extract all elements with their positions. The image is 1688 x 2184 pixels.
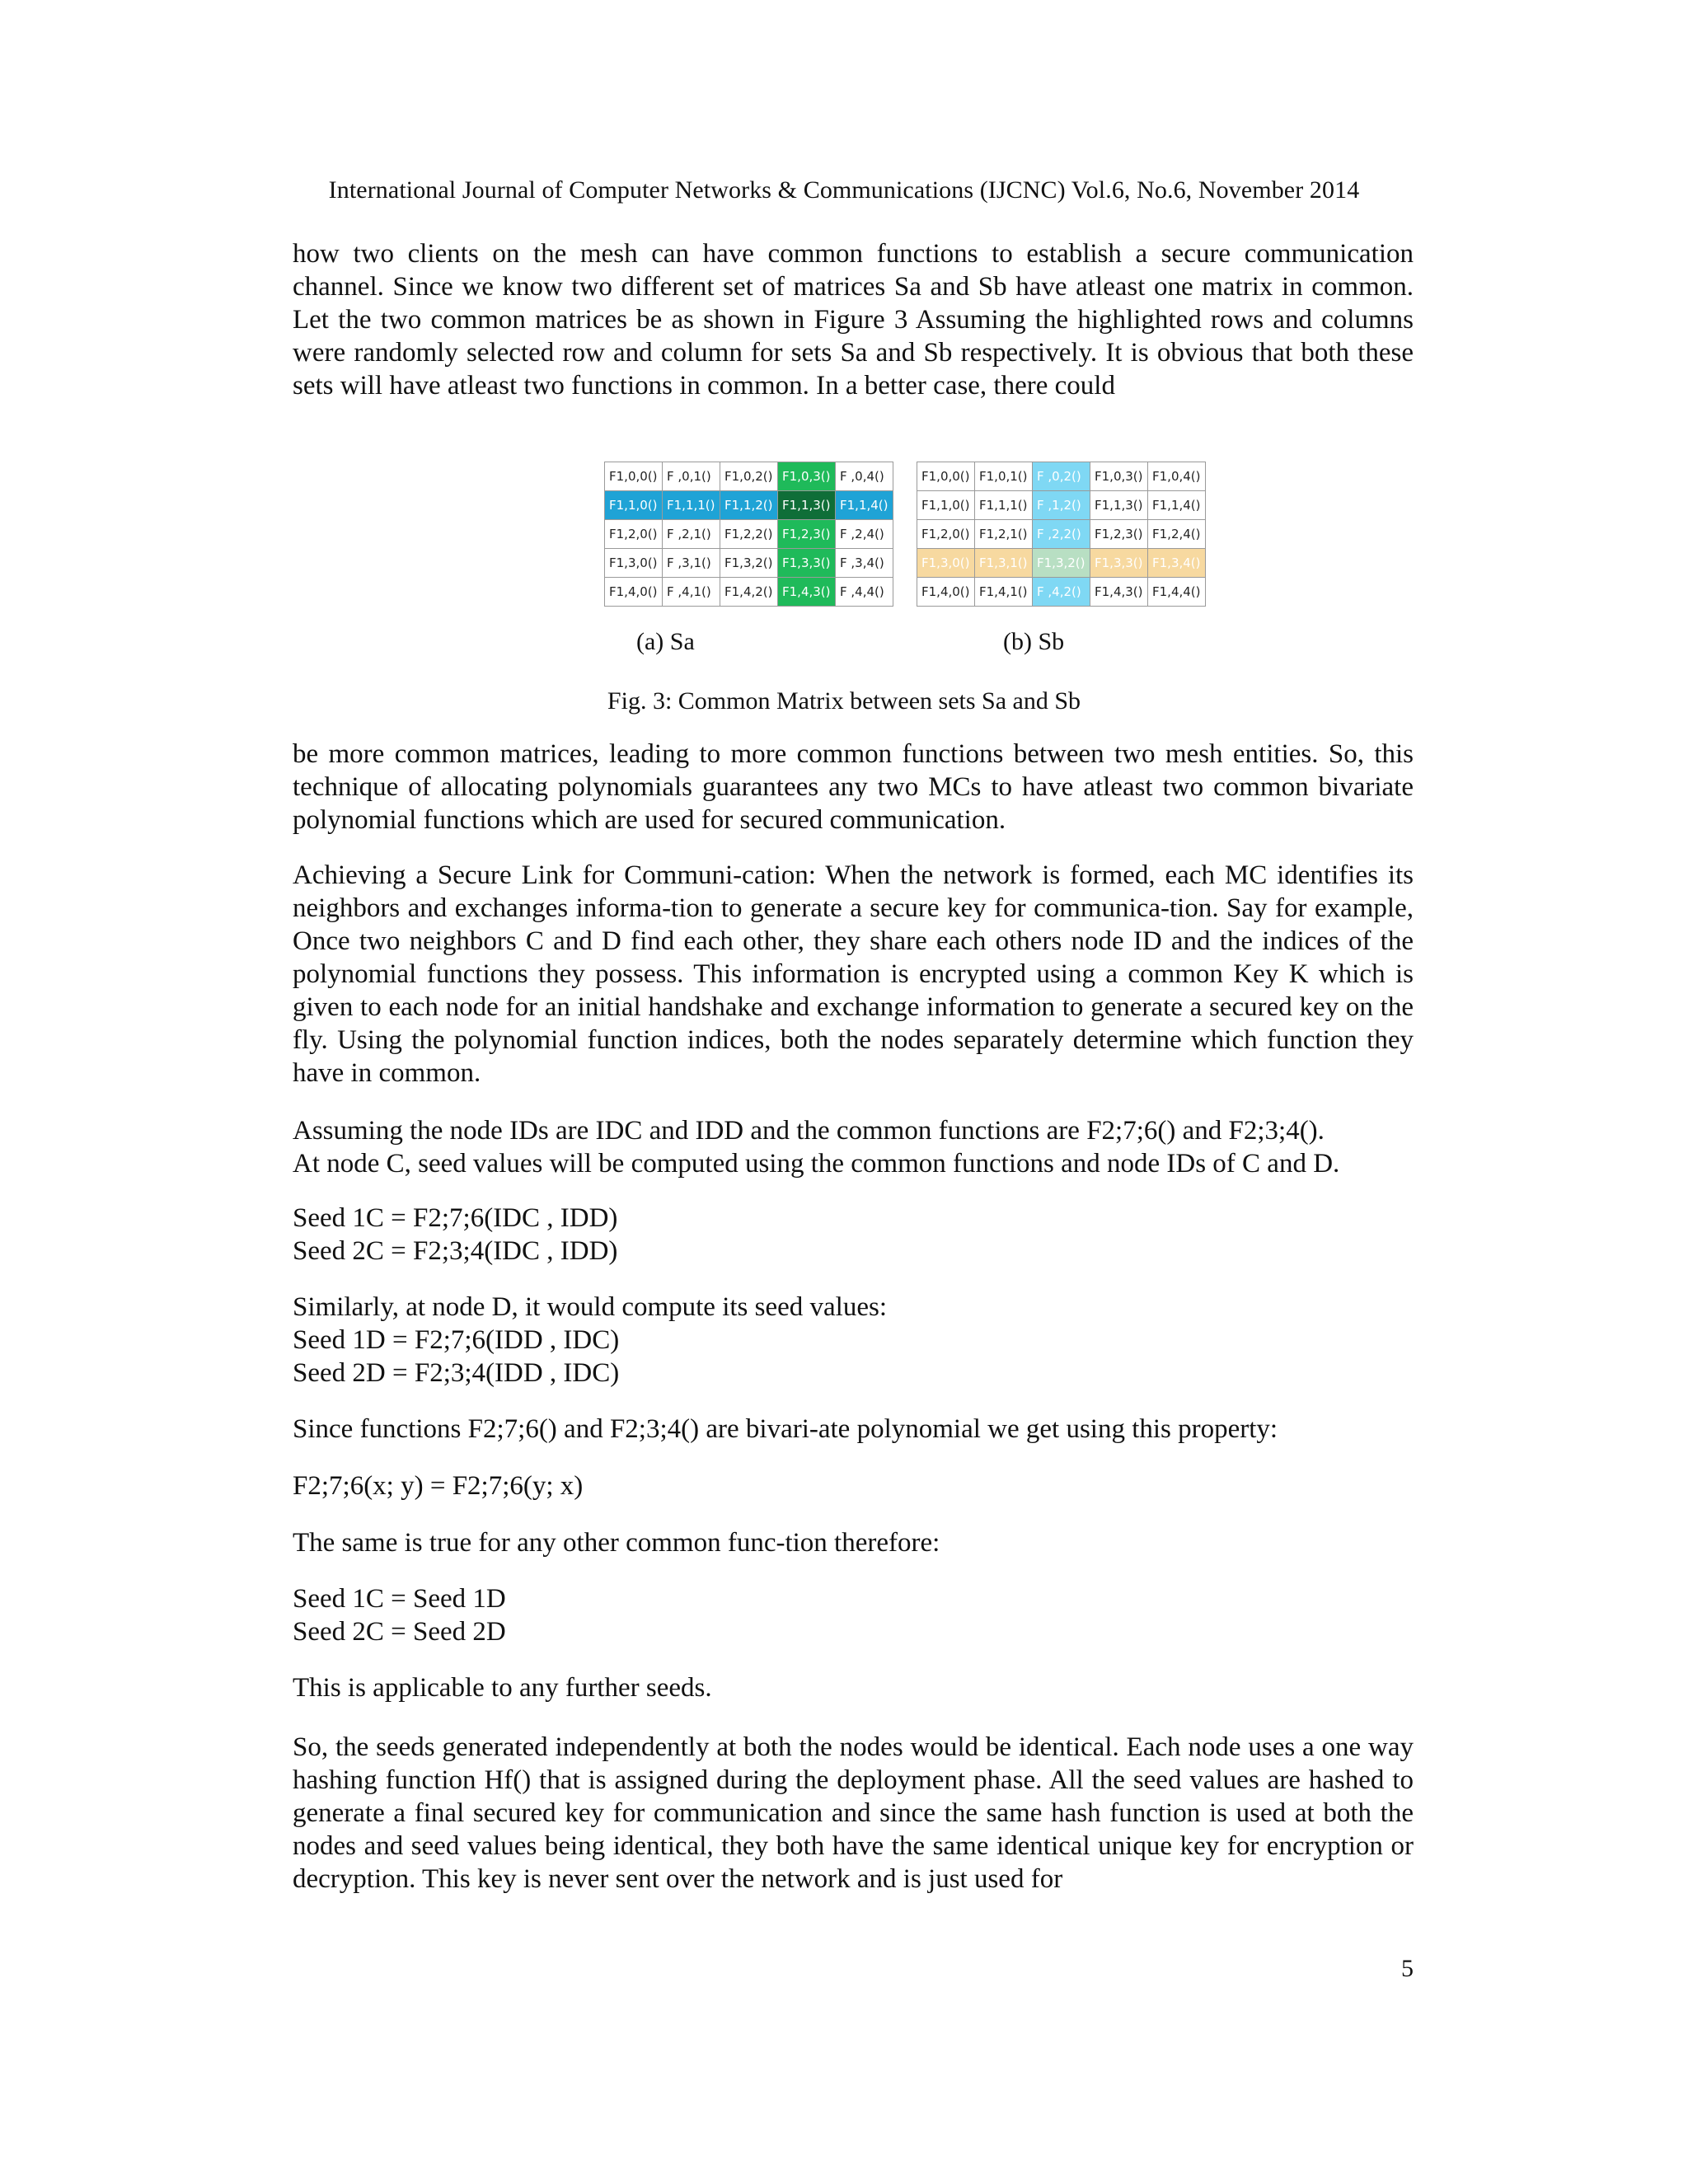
seed-d1-equation: Seed 1D = F2;7;6(IDD , IDC) [293, 1325, 620, 1355]
similarly-line: Similarly, at node D, it would compute its seed values: [293, 1292, 887, 1322]
sb-matrix-cell: F ,1,2() [1033, 491, 1090, 520]
sb-matrix-row [917, 549, 1206, 578]
sb-matrix-cell: F1,4,1() [975, 578, 1033, 607]
sb-matrix-cell: F1,1,3() [1090, 491, 1148, 520]
paragraph-intro: how two clients on the mesh can have common functions to establish a secure communication channel. Since we know two different set of matrices Sa and Sb have atleast one matrix in common. Let the two common matrices be as shown in Figure 3 Assuming the highlighted rows and columns were randomly selected row and column for sets Sa and Sb respectively. It is obvious that both these sets will have atleast two functions in common. In a better case, there could [293, 239, 1414, 401]
matrix-sb-table [917, 462, 1206, 607]
sa-matrix-cell: F ,3,1() [663, 549, 720, 578]
sb-matrix-cell: F1,4,0() [917, 578, 975, 607]
sa-matrix-cell: F1,4,2() [720, 578, 778, 607]
matrix-sa-table [604, 462, 893, 607]
sb-matrix-row [917, 491, 1206, 520]
sb-matrix-cell: F1,2,0() [917, 520, 975, 549]
subcaption-b: (b) Sb [1003, 628, 1065, 655]
sa-matrix-cell: F1,0,3() [778, 462, 836, 491]
equality-block [293, 1582, 1414, 1648]
equality-2: Seed 2C = Seed 2D [293, 1617, 506, 1647]
assumption-line-1: Assuming the node IDs are IDC and IDD and the common functions are F2;7;6() and F2;3;4(). [293, 1116, 1325, 1146]
sa-matrix-cell: F1,1,2() [720, 491, 778, 520]
sb-matrix-cell: F ,0,2() [1033, 462, 1090, 491]
sb-matrix-cell: F ,2,2() [1033, 520, 1090, 549]
sb-matrix-cell: F1,3,3() [1090, 549, 1148, 578]
sb-matrix-cell: F1,1,0() [917, 491, 975, 520]
sa-matrix-cell: F1,2,2() [720, 520, 778, 549]
sb-matrix-row [917, 520, 1206, 549]
assumption-block [293, 1114, 1414, 1180]
sa-matrix-cell: F ,4,1() [663, 578, 720, 607]
seed-d-block [293, 1291, 1414, 1390]
equality-1: Seed 1C = Seed 1D [293, 1584, 506, 1614]
sa-matrix-row [605, 462, 893, 491]
paragraph-common-matrices: be more common matrices, leading to more common functions between two mesh entities. So, this technique of allocating polynomials guarantees any two MCs to have atleast two common bivariate polynomial functions which are used for secured communication. [293, 739, 1414, 835]
page-number: 5 [1401, 1955, 1414, 1982]
subcaption-a: (a) Sa [636, 628, 695, 655]
sb-matrix-cell: F1,0,1() [975, 462, 1033, 491]
sa-matrix-cell: F1,1,3() [778, 491, 836, 520]
sa-matrix-cell: F1,1,1() [663, 491, 720, 520]
sa-matrix-cell: F ,3,4() [836, 549, 893, 578]
sa-matrix-cell: F ,2,1() [663, 520, 720, 549]
sb-matrix-cell: F1,1,4() [1148, 491, 1206, 520]
sa-matrix-row [605, 578, 893, 607]
assumption-line-2: At node C, seed values will be computed using the common functions and node IDs of C and D. [293, 1149, 1340, 1179]
sa-matrix-cell: F1,3,2() [720, 549, 778, 578]
sa-matrix-row [605, 520, 893, 549]
sb-matrix-row [917, 462, 1206, 491]
seed-c1-equation: Seed 1C = F2;7;6(IDC , IDD) [293, 1203, 618, 1233]
sb-matrix-cell: F1,3,1() [975, 549, 1033, 578]
sb-matrix-cell: F1,4,4() [1148, 578, 1206, 607]
sa-matrix-cell: F1,0,2() [720, 462, 778, 491]
figure-caption: Fig. 3: Common Matrix between sets Sa and Sb [607, 687, 1081, 715]
figure-sb [917, 462, 1206, 607]
sa-matrix-cell: F1,4,3() [778, 578, 836, 607]
running-header: International Journal of Computer Networks & Communications (IJCNC) Vol.6, No.6, November 2014 [328, 176, 1360, 204]
sb-matrix-cell: F1,2,1() [975, 520, 1033, 549]
sa-matrix-cell: F1,1,4() [836, 491, 893, 520]
applicable-line: This is applicable to any further seeds. [293, 1673, 712, 1703]
property-equation: F2;7;6(x; y) = F2;7;6(y; x) [293, 1471, 584, 1501]
sb-matrix-cell: F1,3,0() [917, 549, 975, 578]
sb-matrix-cell: F1,1,1() [975, 491, 1033, 520]
sa-matrix-cell: F ,0,1() [663, 462, 720, 491]
sb-matrix-cell: F1,4,3() [1090, 578, 1148, 607]
sa-matrix-cell: F1,4,0() [605, 578, 663, 607]
sa-matrix-row [605, 491, 893, 520]
sa-matrix-cell: F1,0,0() [605, 462, 663, 491]
sb-matrix-cell: F1,2,3() [1090, 520, 1148, 549]
sa-matrix-cell: F ,4,4() [836, 578, 893, 607]
sb-matrix-cell: F1,2,4() [1148, 520, 1206, 549]
figure-sa [604, 462, 893, 607]
sa-matrix-cell: F1,3,3() [778, 549, 836, 578]
sa-matrix-cell: F1,2,3() [778, 520, 836, 549]
seed-c2-equation: Seed 2C = F2;3;4(IDC , IDD) [293, 1236, 618, 1266]
paragraph-secure-link: Achieving a Secure Link for Communi-cation: When the network is formed, each MC identifies its neighbors and exchanges informa-tion to generate a secure key for communica-tion. Say for example, Once two neighbors C and D find each other, they share each others node ID and the indices of the polynomial functions they possess. This information is encrypted using a common Key K which is given to each node for an initial handshake and exchange information to generate a secured key on the fly. Using the polynomial function indices, both the nodes separately determine which function they have in common. [293, 860, 1414, 1088]
sb-matrix-cell: F1,3,2() [1033, 549, 1090, 578]
sa-matrix-cell: F ,2,4() [836, 520, 893, 549]
since-line: Since functions F2;7;6() and F2;3;4() are bivari-ate polynomial we get using this property: [293, 1414, 1278, 1444]
sb-matrix-cell: F1,0,0() [917, 462, 975, 491]
same-true-line: The same is true for any other common func-tion therefore: [293, 1528, 940, 1558]
sb-matrix-cell: F1,3,4() [1148, 549, 1206, 578]
sa-matrix-cell: F ,0,4() [836, 462, 893, 491]
paragraph-hashing: So, the seeds generated independently at both the nodes would be identical. Each node uses a one way hashing function Hf() that is assigned during the deployment phase. All the seed values are hashed to generate a final secured key for communication and since the same hash function is used at both the nodes and seed values being identical, they both have the same identical unique key for encryption or decryption. This key is never sent over the network and is just used for [293, 1732, 1414, 1894]
sa-matrix-cell: F1,2,0() [605, 520, 663, 549]
seed-d2-equation: Seed 2D = F2;3;4(IDD , IDC) [293, 1358, 620, 1388]
sa-matrix-cell: F1,1,0() [605, 491, 663, 520]
sa-matrix-row [605, 549, 893, 578]
sa-matrix-cell: F1,3,0() [605, 549, 663, 578]
seed-c-block [293, 1202, 1414, 1268]
sb-matrix-cell: F1,0,3() [1090, 462, 1148, 491]
sb-matrix-row [917, 578, 1206, 607]
sb-matrix-cell: F1,0,4() [1148, 462, 1206, 491]
sb-matrix-cell: F ,4,2() [1033, 578, 1090, 607]
